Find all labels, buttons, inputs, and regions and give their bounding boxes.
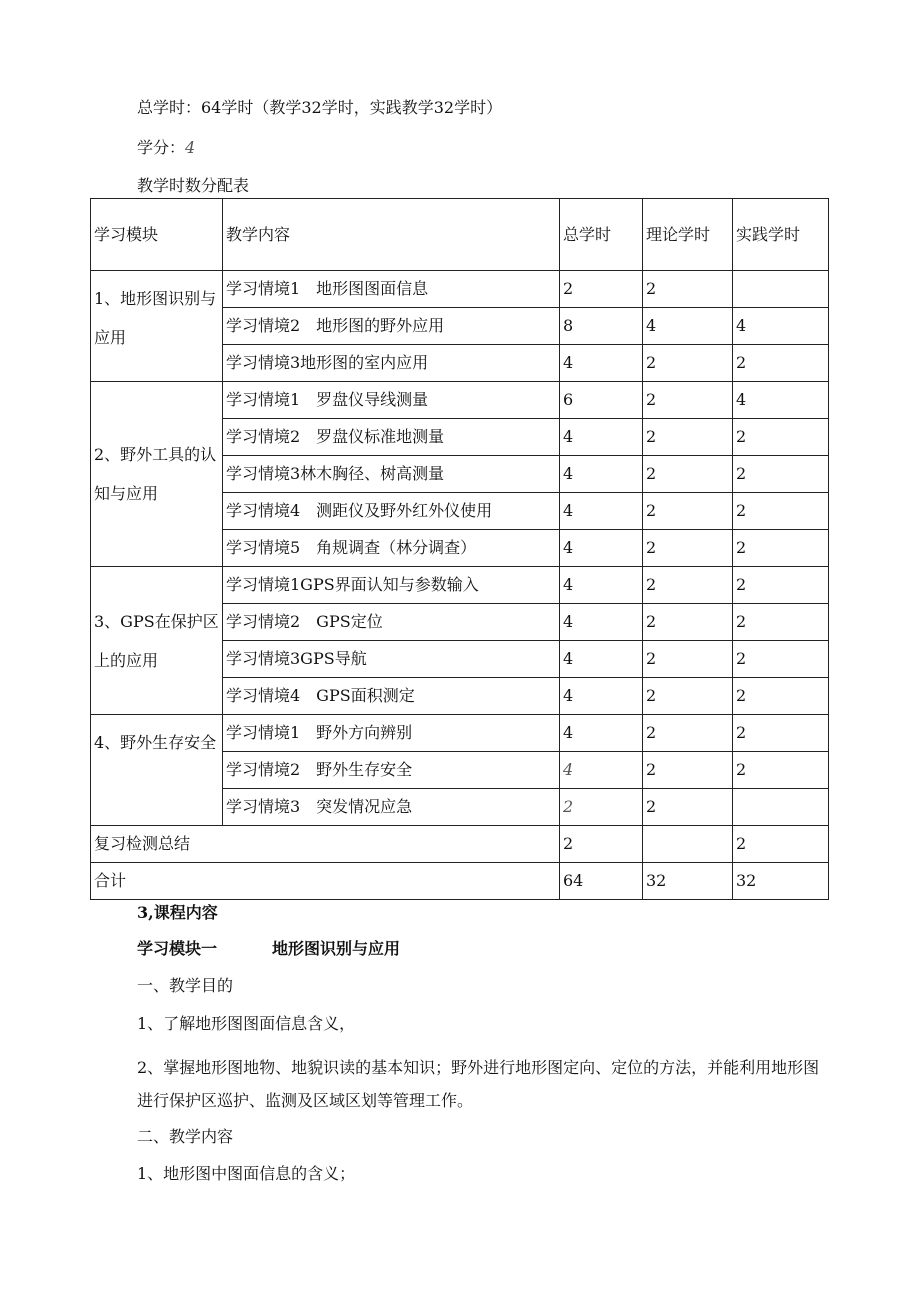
content-heading: 二、教学内容 [137,1127,234,1146]
practice-cell: 2 [733,345,829,382]
theory-cell: 2 [643,641,733,678]
theory-cell: 2 [643,345,733,382]
practice-cell: 2 [733,641,829,678]
theory-cell [643,826,733,863]
content-cell: 学习情境4 GPS面积测定 [223,678,560,715]
content-cell: 学习情境2 罗盘仪标准地测量 [223,419,560,456]
total-cell: 4 [560,345,643,382]
practice-cell: 2 [733,567,829,604]
theory-cell: 4 [643,308,733,345]
hours-allocation-table [90,198,829,900]
practice-cell: 2 [733,456,829,493]
content-cell: 学习情境3GPS导航 [223,641,560,678]
practice-cell: 2 [733,752,829,789]
sum-row [91,863,829,900]
table-row [91,715,829,752]
theory-cell: 2 [643,715,733,752]
theory-cell: 2 [643,678,733,715]
total-cell: 4 [560,604,643,641]
total-cell: 4 [560,456,643,493]
table-row [91,382,829,419]
header-content: 教学内容 [223,199,560,271]
theory-cell: 32 [643,863,733,900]
header-practice: 实践学时 [733,199,829,271]
practice-cell: 2 [733,493,829,530]
objective-1: 1、了解地形图图面信息含义， [137,1014,356,1033]
practice-cell [733,271,829,308]
content-cell: 学习情境3林木胸径、树高测量 [223,456,560,493]
credit-label: 学分： [137,138,186,157]
practice-cell: 2 [733,530,829,567]
total-cell: 4 [560,678,643,715]
content-cell: 学习情境1 罗盘仪导线测量 [223,382,560,419]
total-cell: 64 [560,863,643,900]
table-row [91,271,829,308]
header-module: 学习模块 [91,199,223,271]
credit-value: 4 [185,138,196,157]
theory-cell: 2 [643,382,733,419]
total-cell: 4 [560,715,643,752]
practice-cell: 2 [733,419,829,456]
credit-line [137,138,195,158]
header-theory: 理论学时 [643,199,733,271]
content-cell: 学习情境1GPS界面认知与参数输入 [223,567,560,604]
content-cell: 学习情境3地形图的室内应用 [223,345,560,382]
total-cell: 4 [560,641,643,678]
sum-label: 合计 [91,863,560,900]
theory-cell: 2 [643,456,733,493]
theory-cell: 2 [643,604,733,641]
module-cell: 3、GPS在保护区上的应用 [91,567,223,715]
module-name: 地形图识别与应用 [272,939,401,958]
practice-cell: 2 [733,715,829,752]
total-cell: 4 [560,567,643,604]
table-header-row [91,199,829,271]
theory-cell: 2 [643,752,733,789]
review-row [91,826,829,863]
theory-cell: 2 [643,493,733,530]
content-cell: 学习情境4 测距仪及野外红外仪使用 [223,493,560,530]
content-cell: 学习情境2 GPS定位 [223,604,560,641]
content-cell: 学习情境1 野外方向辨别 [223,715,560,752]
content-cell: 学习情境1 地形图图面信息 [223,271,560,308]
content-cell: 学习情境3 突发情况应急 [223,789,560,826]
total-cell: 2 [560,271,643,308]
review-label: 复习检测总结 [91,826,560,863]
total-hours-line: 总学时：64学时（教学32学时，实践教学32学时） [137,98,503,117]
total-cell: 4 [560,419,643,456]
section-heading: 3,课程内容 [137,903,218,922]
objective-2: 2、掌握地形图地物、地貌识读的基本知识；野外进行地形图定向、定位的方法，并能利用地形图进行保护区巡护、监测及区域区划等管理工作。 [137,1058,820,1110]
theory-cell: 2 [643,419,733,456]
total-cell: 4 [560,493,643,530]
table-title: 教学时数分配表 [137,176,250,195]
total-cell: 4 [560,530,643,567]
module-cell: 4、野外生存安全 [91,715,223,826]
theory-cell: 2 [643,530,733,567]
total-cell: 4 [560,752,643,789]
practice-cell: 32 [733,863,829,900]
theory-cell: 2 [643,789,733,826]
theory-cell: 2 [643,271,733,308]
module-cell: 2、野外工具的认知与应用 [91,382,223,567]
total-cell: 8 [560,308,643,345]
header-total: 总学时 [560,199,643,271]
content-cell: 学习情境5 角规调查（林分调查） [223,530,560,567]
content-1: 1、地形图中图面信息的含义； [137,1164,356,1183]
module-title: 学习模块一 [137,939,218,958]
content-cell: 学习情境2 野外生存安全 [223,752,560,789]
practice-cell: 2 [733,678,829,715]
practice-cell: 2 [733,826,829,863]
objectives-heading: 一、教学目的 [137,976,234,995]
total-cell: 2 [560,789,643,826]
module-cell: 1、地形图识别与应用 [91,271,223,382]
practice-cell: 4 [733,382,829,419]
practice-cell: 4 [733,308,829,345]
table-row [91,567,829,604]
content-cell: 学习情境2 地形图的野外应用 [223,308,560,345]
total-cell: 6 [560,382,643,419]
total-cell: 2 [560,826,643,863]
practice-cell: 2 [733,604,829,641]
theory-cell: 2 [643,567,733,604]
practice-cell [733,789,829,826]
